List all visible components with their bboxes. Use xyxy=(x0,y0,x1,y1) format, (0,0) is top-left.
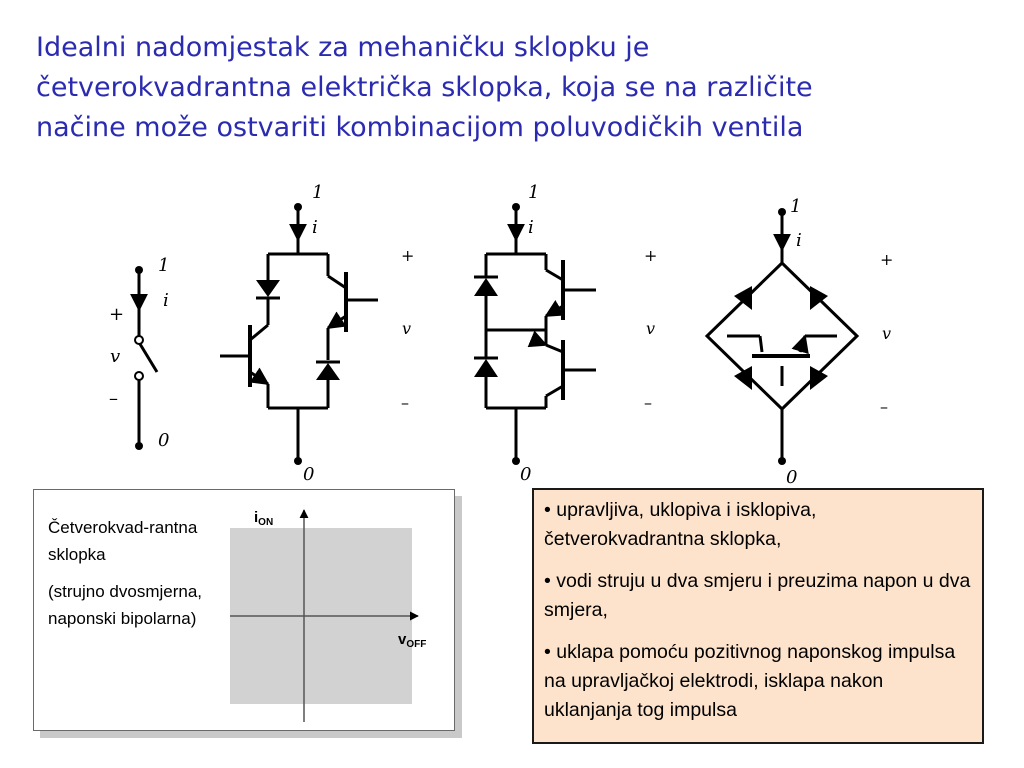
c2-bottom-terminal xyxy=(294,457,302,465)
c4-node-0: 0 xyxy=(786,467,798,488)
title-line-3: načine može ostvariti kombinacijom poluvodičkih ventila xyxy=(36,112,804,143)
switch-voltage-label: v xyxy=(110,346,121,367)
c2-minus: – xyxy=(401,393,409,412)
switch-upper-contact xyxy=(135,336,143,344)
switch-circuit xyxy=(135,266,157,450)
quadrant-y-label: $i_{ON}$ xyxy=(254,509,274,528)
title-line-2: četverokvadrantna električka sklopka, koja se na različite xyxy=(36,72,813,103)
c3-plus: + xyxy=(644,246,658,265)
c2-voltage-label: v xyxy=(402,319,412,338)
c4-diode-bottom-right xyxy=(810,366,828,390)
switch-lower-contact xyxy=(135,372,143,380)
c2-plus: + xyxy=(401,246,415,265)
c3-node-1: 1 xyxy=(528,182,540,203)
c4-voltage-label: v xyxy=(882,324,892,343)
c2-node-0: 0 xyxy=(303,464,315,485)
switch-node-1: 1 xyxy=(158,255,170,276)
switch-minus: – xyxy=(109,388,118,409)
switch-bottom-terminal xyxy=(135,442,143,450)
features-list xyxy=(544,496,974,725)
feature-item: • vodi struju u dva smjeru i preuzima napon u dva smjera, xyxy=(544,570,971,621)
quadrant-desc-line2: (strujno dvosmjerna, naponski bipolarna) xyxy=(48,582,203,628)
c2-current-label: i xyxy=(312,217,318,238)
quadrant-desc-line1: Četverokvad-rantna sklopka xyxy=(48,518,198,564)
c4-current-label: i xyxy=(796,230,802,251)
switch-blade xyxy=(140,344,157,372)
c3-upper-diode xyxy=(474,278,498,296)
quadrant-x-label: $v_{OFF}$ xyxy=(398,631,427,650)
c2-left-diode xyxy=(256,280,280,297)
c3-lower-diode xyxy=(474,359,498,377)
feature-item: • upravljiva, uklopiva i isklopiva, četverokvadrantna sklopka, xyxy=(544,499,817,550)
c4-bottom-terminal xyxy=(778,457,786,465)
c3-voltage-label: v xyxy=(646,319,656,338)
c4-node-1: 1 xyxy=(790,196,802,217)
c2-right-diode xyxy=(316,363,340,380)
feature-item: • uklapa pomoću pozitivnog naponskog impulsa na upravljačkoj elektrodi, isklapa nakon uklanjanja tog impulsa xyxy=(544,641,956,721)
c4-minus: – xyxy=(880,397,888,416)
c4-plus: + xyxy=(880,250,894,269)
c3-current-label: i xyxy=(528,217,534,238)
title-line-1: Idealni nadomjestak za mehaničku sklopku je xyxy=(36,32,650,63)
c3-node-0: 0 xyxy=(520,464,532,485)
quadrant-description xyxy=(48,514,218,642)
switch-current-label: i xyxy=(163,290,169,311)
c3-minus: – xyxy=(644,393,652,412)
igbt-antiparallel-circuit xyxy=(220,203,378,465)
quadrant-panel xyxy=(33,489,455,731)
switch-plus: + xyxy=(109,304,125,325)
features-box xyxy=(532,488,984,744)
switch-node-0: 0 xyxy=(158,430,170,451)
c2-node-1: 1 xyxy=(312,182,324,203)
igbt-series-circuit xyxy=(474,203,596,465)
diode-bridge-circuit xyxy=(707,208,857,465)
c3-bottom-terminal xyxy=(512,457,520,465)
